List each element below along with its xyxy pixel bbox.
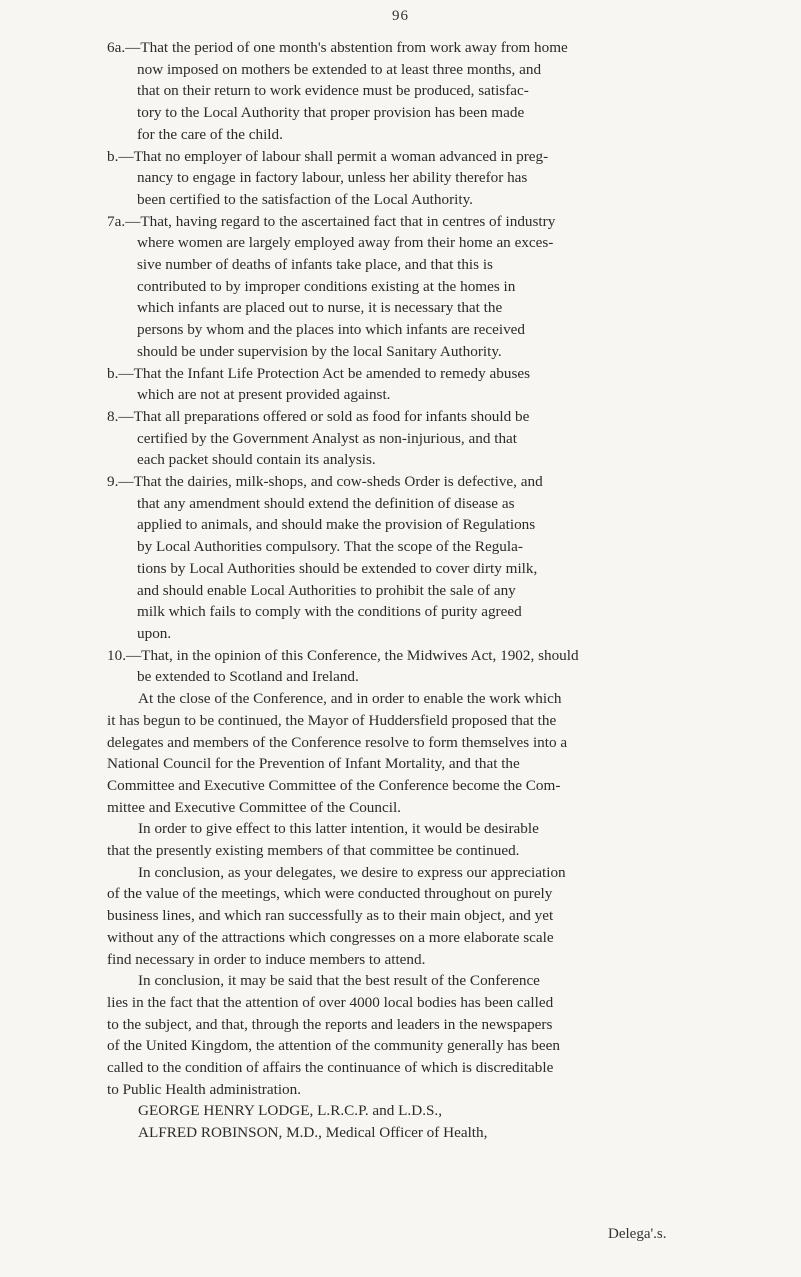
text-line: mittee and Executive Committee of the Council. bbox=[107, 798, 401, 816]
text-line: called to the condition of affairs the continuance of which is discreditable bbox=[107, 1059, 554, 1077]
resolution-item bbox=[0, 211, 801, 363]
page-number: 96 bbox=[392, 8, 409, 24]
document-body bbox=[0, 37, 801, 1144]
text-line: should be under supervision by the local Sanitary Authority. bbox=[137, 342, 502, 360]
text-line: lies in the fact that the attention of over 4000 local bodies has been called bbox=[107, 993, 554, 1011]
resolution-item bbox=[0, 406, 801, 471]
text-line: tions by Local Authorities should be extended to cover dirty milk, bbox=[137, 559, 538, 577]
text-line: certified by the Government Analyst as non-injurious, and that bbox=[137, 429, 518, 447]
text-line: that any amendment should extend the definition of disease as bbox=[137, 494, 515, 512]
text-line: been certified to the satisfaction of the Local Authority. bbox=[137, 190, 473, 208]
text-line: it has begun to be continued, the Mayor of Huddersfield proposed that the bbox=[107, 711, 557, 729]
text-line: contributed to by improper conditions existing at the homes in bbox=[137, 277, 516, 295]
text-line: upon. bbox=[137, 624, 172, 642]
text-line: delegates and members of the Conference resolve to form themselves into a bbox=[107, 733, 568, 751]
text-line: of the value of the meetings, which were conducted throughout on purely bbox=[107, 885, 553, 903]
closing-paragraphs bbox=[0, 688, 801, 1100]
text-line: b.—That the Infant Life Protection Act be amended to remedy abuses bbox=[107, 364, 531, 382]
text-line: that the presently existing members of that committee be continued. bbox=[107, 842, 520, 860]
text-line: now imposed on mothers be extended to at least three months, and bbox=[137, 60, 542, 78]
text-line: In order to give effect to this latter intention, it would be desirable bbox=[138, 820, 539, 838]
resolution-item bbox=[0, 146, 801, 211]
paragraph bbox=[0, 688, 801, 818]
text-line: which are not at present provided against. bbox=[137, 386, 391, 404]
resolutions-list bbox=[0, 37, 801, 688]
text-line: applied to animals, and should make the provision of Regulations bbox=[137, 516, 536, 534]
resolution-item bbox=[0, 645, 801, 688]
text-line: and should enable Local Authorities to prohibit the sale of any bbox=[137, 581, 516, 599]
paragraph bbox=[0, 862, 801, 971]
signature-line-robinson: ALFRED ROBINSON, M.D., Medical Officer of Health, bbox=[138, 1124, 488, 1142]
text-line: that on their return to work evidence must be produced, satisfac- bbox=[137, 82, 529, 100]
resolution-item bbox=[0, 363, 801, 406]
text-line: tory to the Local Authority that proper provision has been made bbox=[137, 104, 525, 122]
text-line: 6a.—That the period of one month's abstention from work away from home bbox=[107, 39, 568, 56]
text-line: each packet should contain its analysis. bbox=[137, 451, 376, 469]
resolution-item bbox=[0, 471, 801, 645]
text-line: where women are largely employed away from their home an exces- bbox=[137, 234, 554, 252]
delegates-label: Delega'.s. bbox=[608, 1226, 667, 1242]
text-line: In conclusion, it may be said that the best result of the Conference bbox=[138, 972, 540, 990]
text-line: In conclusion, as your delegates, we desire to express our appreciation bbox=[138, 863, 566, 881]
text-line: of the United Kingdom, the attention of the community generally has been bbox=[107, 1037, 560, 1055]
text-line: 7a.—That, having regard to the ascertained fact that in centres of industry bbox=[107, 212, 556, 230]
text-line: sive number of deaths of infants take place, and that this is bbox=[137, 256, 493, 274]
text-line: for the care of the child. bbox=[137, 125, 283, 143]
text-line: Committee and Executive Committee of the Conference become the Com- bbox=[107, 776, 561, 794]
text-line: to Public Health administration. bbox=[107, 1080, 302, 1098]
signature-line-lodge: GEORGE HENRY LODGE, L.R.C.P. and L.D.S., bbox=[138, 1102, 443, 1120]
paragraph bbox=[0, 818, 801, 861]
text-line: without any of the attractions which congresses on a more elaborate scale bbox=[107, 928, 554, 946]
text-line: milk which fails to comply with the conditions of purity agreed bbox=[137, 603, 522, 621]
text-line: National Council for the Prevention of Infant Mortality, and that the bbox=[107, 755, 520, 773]
text-line: to the subject, and that, through the reports and leaders in the newspapers bbox=[107, 1015, 553, 1033]
text-line: 8.—That all preparations offered or sold as food for infants should be bbox=[107, 407, 530, 425]
text-line: business lines, and which ran successfully as to their main object, and yet bbox=[107, 907, 554, 925]
text-line: nancy to engage in factory labour, unless her ability therefor has bbox=[137, 169, 528, 187]
signature-block bbox=[0, 1100, 801, 1143]
text-line: 9.—That the dairies, milk-shops, and cow-sheds Order is defective, and bbox=[107, 473, 543, 491]
text-line: which infants are placed out to nurse, it is necessary that the bbox=[137, 299, 503, 317]
text-line: be extended to Scotland and Ireland. bbox=[137, 668, 359, 686]
text-line: b.—That no employer of labour shall permit a woman advanced in preg- bbox=[107, 147, 549, 165]
resolution-item bbox=[0, 37, 801, 146]
text-line: 10.—That, in the opinion of this Conference, the Midwives Act, 1902, should bbox=[107, 646, 579, 664]
text-line: by Local Authorities compulsory. That the scope of the Regula- bbox=[137, 538, 523, 556]
paragraph bbox=[0, 970, 801, 1100]
text-line: At the close of the Conference, and in order to enable the work which bbox=[138, 690, 562, 708]
text-line: find necessary in order to induce members to attend. bbox=[107, 950, 426, 968]
text-line: persons by whom and the places into which infants are received bbox=[137, 321, 526, 339]
